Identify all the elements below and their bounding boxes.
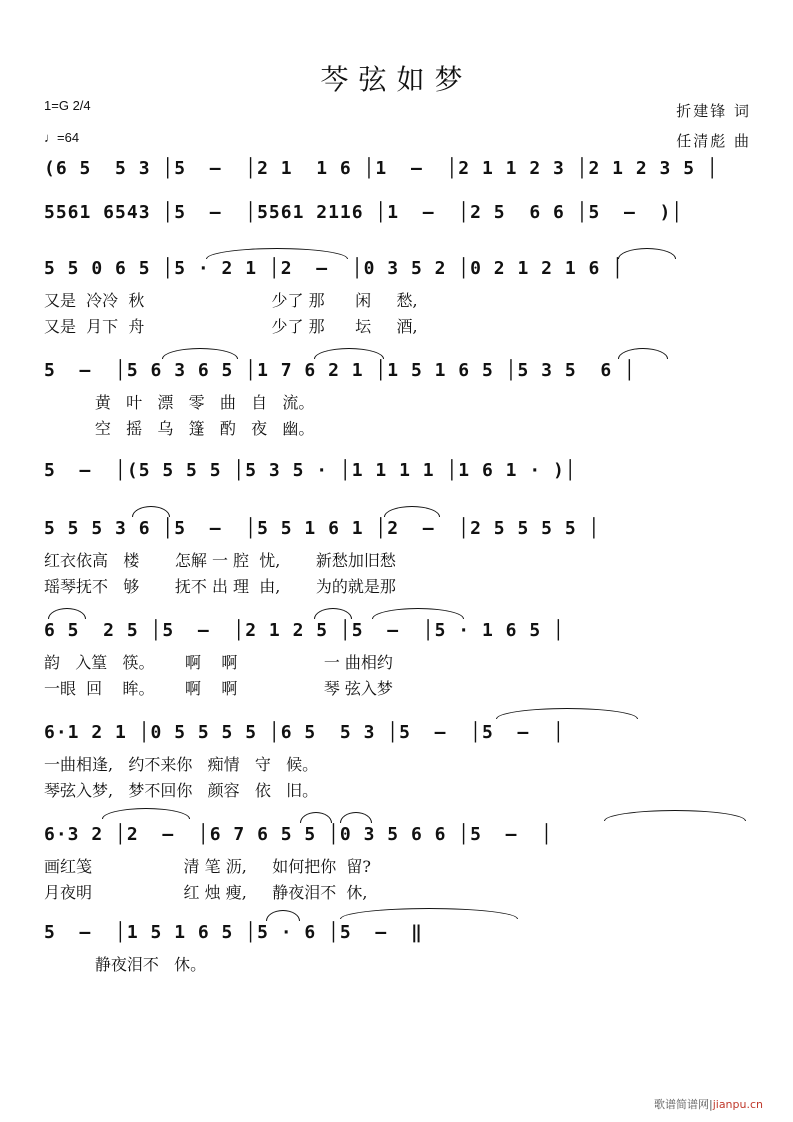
- slur: [266, 910, 300, 921]
- notation-line: 5 5 5 3 6 │5 – │5 5 1 6 1 │2 – │2 5 5 5 5 │: [44, 518, 601, 539]
- tempo-marking: ♩=64: [44, 130, 80, 145]
- notation-line: 5 5 0 6 5 │5 · 2 1 │2 – │0 3 5 2 │0 2 1 2 1 6 │: [44, 258, 625, 279]
- footer-watermark: 歌谱简谱网|jianpu.cn: [653, 1098, 763, 1111]
- score-system-8: [0, 722, 793, 802]
- notation-line: 6 5 2 5 │5 – │2 1 2 5 │5 – │5 · 1 6 5 │: [44, 620, 565, 641]
- composer-credit: 任清彪 曲: [676, 132, 751, 150]
- score-system-7: [0, 620, 793, 700]
- slur: [314, 348, 384, 359]
- score-system-5: [0, 460, 793, 490]
- slur: [372, 608, 464, 619]
- notation-line: 5 – │1 5 1 6 5 │5 · 6 │5 – ‖: [44, 922, 423, 943]
- notation-line: 6·1 2 1 │0 5 5 5 5 │6 5 5 3 │5 – │5 – │: [44, 722, 565, 743]
- score-system-2: [0, 202, 793, 232]
- lyrics-verse-1: 一曲相逢, 约不来你 痴情 守 候。: [44, 755, 319, 774]
- slur: [162, 348, 238, 359]
- page-title: 芩弦如梦: [320, 63, 473, 96]
- slur: [618, 348, 668, 359]
- notation-line: 5 – │5 6 3 6 5 │1 7 6 2 1 │1 5 1 6 5 │5 3 5 6 │: [44, 360, 636, 381]
- score-system-4: [0, 360, 793, 440]
- score-system-1: [0, 158, 793, 188]
- lyrics-verse-1: 韵 入篁 筷。 啊 啊 一 曲相约: [44, 653, 393, 672]
- slur: [48, 608, 86, 619]
- slur: [314, 608, 352, 619]
- slur: [384, 506, 440, 517]
- lyrics-verse-1: 静夜泪不 休。: [44, 955, 207, 974]
- score-system-6: [0, 518, 793, 598]
- score-system-9: [0, 824, 793, 904]
- score-system-3: [0, 258, 793, 338]
- slur: [132, 506, 170, 517]
- lyrics-verse-1: 又是 冷冷 秋 少了 那 闲 愁,: [44, 291, 418, 310]
- slur: [340, 812, 372, 823]
- lyrics-verse-1: 黄 叶 漂 零 曲 自 流。: [44, 393, 315, 412]
- score-system-10: [0, 922, 793, 982]
- notation-line: 6·3 2 │2 – │6 7 6 5 5 │0 3 5 6 6 │5 – │: [44, 824, 553, 845]
- lyrics-verse-2: 空 摇 乌 篷 酌 夜 幽。: [44, 419, 315, 438]
- slur: [618, 248, 676, 259]
- slur: [604, 810, 746, 821]
- notation-line: (6 5 5 3 │5 – │2 1 1 6 │1 – │2 1 1 2 3 │2 1 2 3 5 │: [44, 158, 719, 179]
- lyrics-verse-2: 又是 月下 舟 少了 那 坛 酒,: [44, 317, 418, 336]
- lyricist-credit: 折建锋 词: [676, 102, 751, 120]
- lyrics-verse-2: 琴弦入梦, 梦不回你 颜容 依 旧。: [44, 781, 319, 800]
- notation-line: 5561 6543 │5 – │5561 2116 │1 – │2 5 6 6 │5 – )│: [44, 202, 684, 223]
- notation-line: 5 – │(5 5 5 5 │5 3 5 · │1 1 1 1 │1 6 1 · )│: [44, 460, 577, 481]
- lyrics-verse-2: 月夜明 红 烛 瘦, 静夜泪不 休,: [44, 883, 368, 902]
- slur: [102, 808, 190, 819]
- slur: [300, 812, 332, 823]
- lyrics-verse-2: 一眼 回 眸。 啊 啊 琴 弦入梦: [44, 679, 393, 698]
- slur: [340, 908, 518, 919]
- slur: [496, 708, 638, 719]
- lyrics-verse-2: 瑶琴抚不 够 抚不 出 理 由, 为的就是那: [44, 577, 396, 596]
- key-signature: 1=G 2/4: [44, 98, 91, 113]
- lyrics-verse-1: 红衣依高 楼 怎解 一 腔 忧, 新愁加旧愁: [44, 551, 396, 570]
- lyrics-verse-1: 画红笺 清 笔 沥, 如何把你 留?: [44, 857, 371, 876]
